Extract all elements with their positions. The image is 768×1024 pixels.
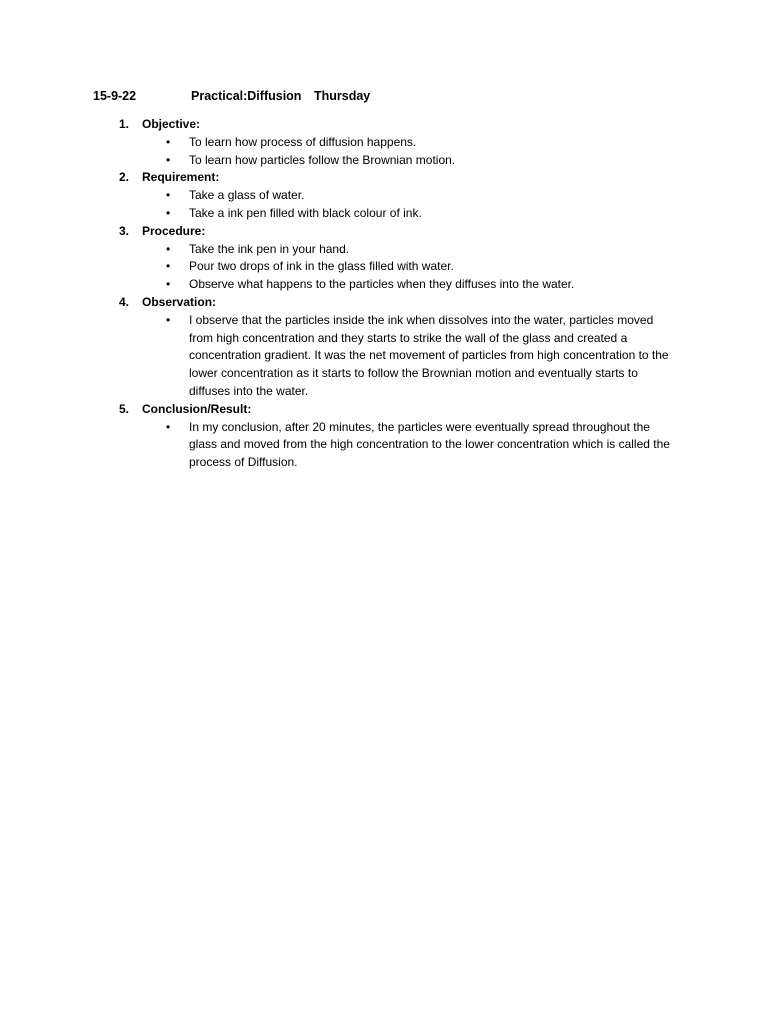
- section-title: Conclusion/Result:: [142, 401, 252, 416]
- bullet-icon: •: [166, 277, 171, 292]
- list-item-text: Take the ink pen in your hand.: [189, 241, 350, 256]
- section-title: Observation:: [142, 294, 217, 309]
- bullet-icon: •: [166, 134, 171, 149]
- section-number: 2.: [119, 170, 130, 185]
- section-title: Objective:: [142, 117, 201, 131]
- section-title: Procedure:: [142, 223, 206, 238]
- document-body: [0, 116, 768, 472]
- list-item-text: Observe what happens to the particles when they diffuses into the water.: [189, 277, 575, 292]
- bullet-icon: •: [166, 419, 171, 434]
- section-heading: [0, 223, 768, 241]
- list-item: [0, 187, 675, 205]
- section-number: 4.: [119, 294, 130, 309]
- section-objective: [0, 116, 768, 169]
- list-item: [0, 258, 675, 276]
- list-item: [0, 419, 675, 472]
- section-heading: [0, 401, 768, 419]
- bullet-icon: •: [166, 241, 171, 256]
- list-item: [0, 241, 675, 259]
- list-item: [0, 276, 675, 294]
- section-heading: [0, 294, 768, 312]
- section-heading: [0, 116, 768, 134]
- bullet-icon: •: [166, 312, 171, 327]
- section-heading: [0, 169, 768, 187]
- list-item-text: In my conclusion, after 20 minutes, the particles were eventually spread throughout the glass and moved from the high concentration to the lower concentration which is called the process of Diffusion.: [189, 419, 670, 470]
- list-item-text: Take a ink pen filled with black colour of ink.: [189, 205, 422, 220]
- section-number: 1.: [119, 117, 130, 131]
- list-item: [0, 205, 675, 223]
- section-title: Requirement:: [142, 170, 220, 185]
- header-day: Thursday: [314, 89, 371, 103]
- section-requirement: [0, 169, 768, 222]
- bullet-icon: •: [166, 205, 171, 220]
- list-item-text: To learn how process of diffusion happens.: [189, 134, 417, 149]
- section-number: 5.: [119, 401, 130, 416]
- section-observation: [0, 294, 768, 401]
- list-item: [0, 134, 675, 152]
- bullet-icon: •: [166, 188, 171, 203]
- list-item-text: To learn how particles follow the Brownian motion.: [189, 152, 456, 167]
- list-item-text: I observe that the particles inside the ink when dissolves into the water, particles moved from high concentration and they starts to strike the wall of the glass and created a concentration gradient. It was the net movement of particles from high concentration to the lower concentration as it starts to follow the Brownian motion and eventually starts to diffuses into the water.: [189, 312, 669, 398]
- section-number: 3.: [119, 223, 130, 238]
- header-title: Practical:Diffusion: [191, 89, 302, 103]
- header-date: 15-9-22: [93, 89, 137, 103]
- bullet-icon: •: [166, 259, 171, 274]
- section-conclusion: [0, 401, 768, 472]
- list-item-text: Pour two drops of ink in the glass filled with water.: [189, 259, 454, 274]
- list-item: [0, 152, 675, 170]
- section-procedure: [0, 223, 768, 294]
- bullet-icon: •: [166, 152, 171, 167]
- list-item-text: Take a glass of water.: [189, 188, 305, 203]
- list-item: [0, 312, 675, 401]
